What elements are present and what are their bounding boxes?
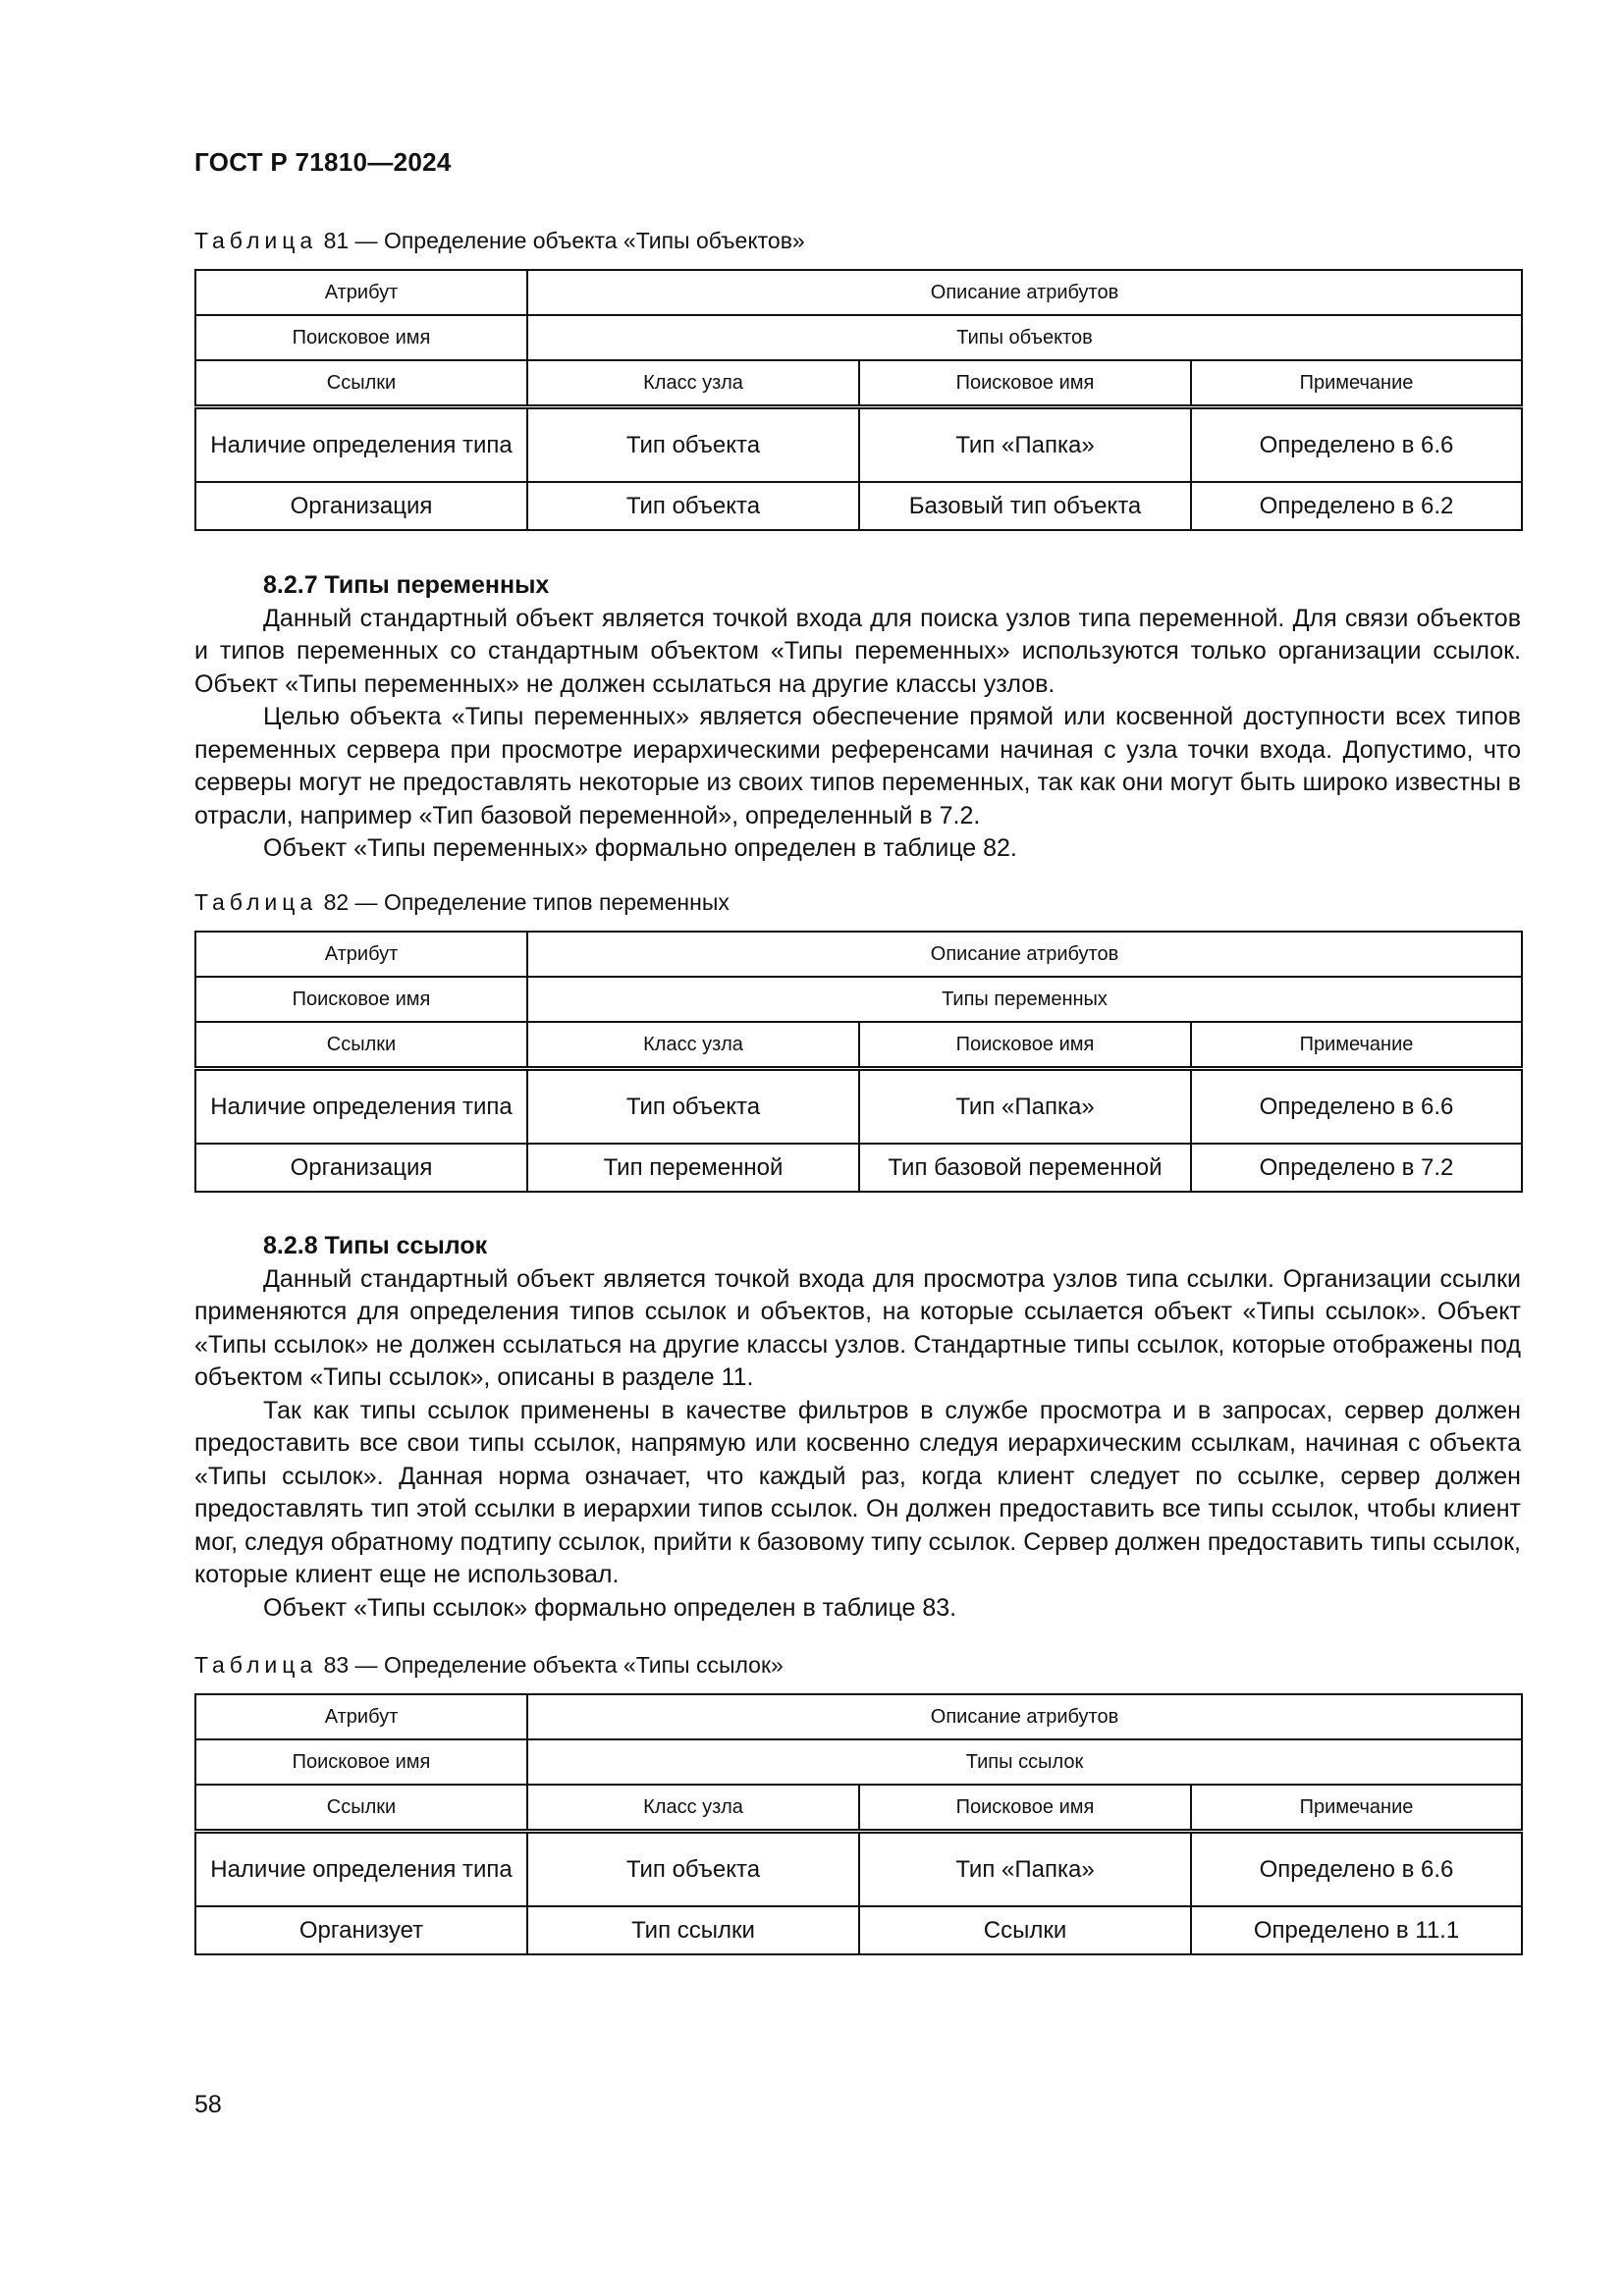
references-header-row [195, 1785, 1522, 1832]
attribute-label: Атрибут [195, 270, 527, 315]
node-class-cell: Тип объекта [527, 407, 859, 483]
browse-name-value: Типы ссылок [527, 1739, 1522, 1785]
browse-name-label: Поисковое имя [195, 1739, 527, 1785]
section-8-2-8 [194, 1230, 1521, 1625]
references-header-row [195, 360, 1522, 407]
col-browse-name: Поисковое имя [859, 360, 1191, 407]
references-header-row [195, 1022, 1522, 1069]
table-row [195, 1832, 1522, 1907]
node-class-cell: Тип объекта [527, 482, 859, 530]
attribute-header-row [195, 932, 1522, 977]
references-label: Ссылки [195, 1785, 527, 1832]
note-cell: Определено в 6.2 [1191, 482, 1522, 530]
note-cell: Определено в 6.6 [1191, 1832, 1522, 1907]
page-number: 58 [194, 2091, 222, 2118]
table-caption-text: 82 — Определение типов переменных [323, 889, 730, 915]
col-note: Примечание [1191, 360, 1522, 407]
paragraph: Объект «Типы переменных» формально определен в таблице 82. [263, 834, 1017, 862]
browse-name-row [195, 1739, 1522, 1785]
browse-name-row [195, 977, 1522, 1022]
table-row [195, 1144, 1522, 1192]
col-node-class: Класс узла [527, 360, 859, 407]
browse-name-cell: Тип «Папка» [859, 1069, 1191, 1145]
table-81-caption [194, 228, 805, 254]
node-class-cell: Тип ссылки [527, 1906, 859, 1954]
note-cell: Определено в 6.6 [1191, 1069, 1522, 1145]
col-node-class: Класс узла [527, 1785, 859, 1832]
table-row [195, 1069, 1522, 1145]
reference-cell: Организует [195, 1906, 527, 1954]
node-class-cell: Тип объекта [527, 1832, 859, 1907]
browse-name-cell: Тип «Папка» [859, 407, 1191, 483]
references-label: Ссылки [195, 1022, 527, 1069]
browse-name-cell: Базовый тип объекта [859, 482, 1191, 530]
table-83 [194, 1693, 1523, 1955]
references-label: Ссылки [195, 360, 527, 407]
paragraph: Объект «Типы ссылок» формально определен в таблице 83. [263, 1593, 957, 1622]
table-row [195, 407, 1522, 483]
table-caption-text: 81 — Определение объекта «Типы объектов» [323, 228, 805, 253]
paragraph: Данный стандартный объект является точкой входа для поиска узлов типа переменной. Для связи объектов и типов переменных со стандартным объектом «Типы переменных» используются только организации ссылок. Объект «Типы переменных» не должен ссылаться на другие классы узлов. [194, 604, 1521, 698]
col-note: Примечание [1191, 1785, 1522, 1832]
paragraph: Целью объекта «Типы переменных» является обеспечение прямой или косвенной доступности всех типов переменных сервера при просмотре иерархическими референсами начиная с узла точки входа. Допустимо, что серверы могут не предоставлять некоторые из своих типов переменных, так как они могут быть широко известны в отрасли, например «Тип базовой переменной», определенный в 7.2. [194, 703, 1521, 829]
table-83-caption [194, 1652, 784, 1679]
reference-cell: Организация [195, 1144, 527, 1192]
note-cell: Определено в 6.6 [1191, 407, 1522, 483]
browse-name-value: Типы переменных [527, 977, 1522, 1022]
table-82 [194, 931, 1523, 1193]
note-cell: Определено в 7.2 [1191, 1144, 1522, 1192]
col-node-class: Класс узла [527, 1022, 859, 1069]
browse-name-value: Типы объектов [527, 315, 1522, 360]
node-class-cell: Тип объекта [527, 1069, 859, 1145]
reference-cell: Наличие определения типа [195, 407, 527, 483]
table-caption-word: Таблица [194, 1652, 318, 1678]
reference-cell: Наличие определения типа [195, 1832, 527, 1907]
browse-name-cell: Ссылки [859, 1906, 1191, 1954]
browse-name-label: Поисковое имя [195, 977, 527, 1022]
description-label: Описание атрибутов [527, 270, 1522, 315]
col-browse-name: Поисковое имя [859, 1785, 1191, 1832]
table-82-caption [194, 889, 730, 916]
table-row [195, 482, 1522, 530]
section-heading: 8.2.8 Типы ссылок [263, 1232, 488, 1259]
attribute-label: Атрибут [195, 932, 527, 977]
browse-name-label: Поисковое имя [195, 315, 527, 360]
section-heading: 8.2.7 Типы переменных [263, 571, 550, 599]
attribute-header-row [195, 270, 1522, 315]
browse-name-row [195, 315, 1522, 360]
section-8-2-7 [194, 569, 1521, 866]
browse-name-cell: Тип «Папка» [859, 1832, 1191, 1907]
description-label: Описание атрибутов [527, 1694, 1522, 1739]
attribute-header-row [195, 1694, 1522, 1739]
table-row [195, 1906, 1522, 1954]
col-browse-name: Поисковое имя [859, 1022, 1191, 1069]
browse-name-cell: Тип базовой переменной [859, 1144, 1191, 1192]
paragraph: Так как типы ссылок применены в качестве фильтров в службе просмотра и в запросах, сервер должен предоставить все свои типы ссылок, напрямую или косвенно следуя иерархическим ссылкам, начиная с объекта «Типы ссылок». Данная норма означает, что каждый раз, когда клиент следует по ссылке, сервер должен предоставлять тип этой ссылки в иерархии типов ссылок. Он должен предоставить все типы ссылок, чтобы клиент мог, следуя обратному подтипу ссылок, прийти к базовому типу ссылок. Сервер должен предоставить типы ссылок, которые клиент еще не использовал. [194, 1396, 1521, 1588]
table-caption-text: 83 — Определение объекта «Типы ссылок» [323, 1652, 784, 1678]
reference-cell: Наличие определения типа [195, 1069, 527, 1145]
note-cell: Определено в 11.1 [1191, 1906, 1522, 1954]
document-number: ГОСТ Р 71810—2024 [194, 147, 452, 177]
reference-cell: Организация [195, 482, 527, 530]
table-81 [194, 269, 1523, 531]
description-label: Описание атрибутов [527, 932, 1522, 977]
col-note: Примечание [1191, 1022, 1522, 1069]
table-caption-word: Таблица [194, 889, 318, 915]
attribute-label: Атрибут [195, 1694, 527, 1739]
paragraph: Данный стандартный объект является точкой входа для просмотра узлов типа ссылки. Организации ссылки применяются для определения типов ссылок и объектов, на которые ссылается объект «Типы ссылок». Объект «Типы ссылок» не должен ссылаться на другие классы узлов. Стандартные типы ссылок, которые отображены под объектом «Типы ссылок», описаны в разделе 11. [194, 1264, 1521, 1391]
node-class-cell: Тип переменной [527, 1144, 859, 1192]
table-caption-word: Таблица [194, 228, 318, 253]
